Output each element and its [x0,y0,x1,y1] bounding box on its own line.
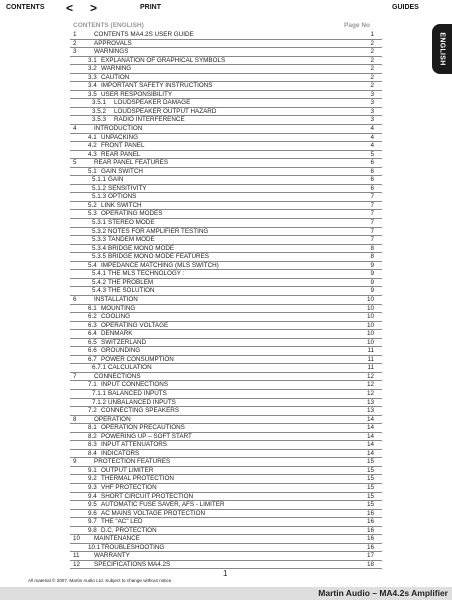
toc-entry[interactable] [70,518,382,527]
toc-entry[interactable] [70,253,382,262]
toc-entry-number: 11 [73,552,80,560]
toc-entry[interactable] [70,262,382,271]
toc-entry-page: 8 [370,244,374,252]
toc-entry-number: 5.4.2 [92,278,107,286]
toc-entry[interactable] [70,82,382,91]
toc-entry-title: RADIO INTERFERENCE [114,116,185,124]
toc-entry-number: 7.1 [88,381,97,389]
toc-entry-page: 11 [367,364,374,372]
toc-entry[interactable] [70,424,382,433]
toc-entry-number: 7.1.1 [92,389,107,397]
toc-entry[interactable] [70,552,382,561]
contents-link[interactable]: CONTENTS [6,4,45,11]
toc-entry-title: IMPORTANT SAFETY INSTRUCTIONS [101,82,213,90]
toc-entry-page: 15 [366,475,374,483]
toc-entry-page: 2 [370,48,374,56]
toc-entry[interactable] [70,305,382,314]
toc-entry-title: UNBALANCED INPUTS [108,398,176,406]
toc-entry[interactable] [70,441,382,450]
toc-entry-page: 10 [366,338,374,346]
toc-entry-title: AUTOMATIC FUSE SAVER, AFS - LIMITER [101,501,225,509]
toc-entry[interactable] [70,151,382,160]
toc-header-title: CONTENTS (ENGLISH) [73,22,144,29]
toc-entry-page: 4 [370,125,374,133]
toc-entry-page: 16 [366,526,374,534]
toc-entry-number: 9.3 [88,483,97,491]
toc-entry-title: PROTECTION FEATURES [94,458,171,466]
toc-entry-title: UNPACKING [101,133,138,141]
guides-link[interactable]: GUIDES [392,4,419,11]
toc-entry[interactable] [70,296,382,305]
toc-entry-page: 3 [370,99,374,107]
toc-entry-page: 15 [366,501,374,509]
toc-entry-page: 10 [366,304,374,312]
toc-entry-number: 9.6 [88,509,97,517]
page-footer [0,569,452,600]
toc-entry-title: USER RESPONSIBILITY [101,90,173,98]
toc-entry-title: INPUT CONNECTIONS [101,381,169,389]
toc-entry-page: 3 [370,90,374,98]
toc-entry[interactable] [70,544,382,553]
toc-entry-number: 5.3.2 [92,227,107,235]
toc-entry-title: GAIN SWITCH [101,167,143,175]
toc-entry-page: 8 [370,253,374,261]
toc-entry-page: 10 [366,313,374,321]
toc-entry-page: 11 [367,355,374,363]
toc-entry-title: TANDEM MODE [108,236,155,244]
previous-page-icon[interactable]: < [66,1,74,15]
toc-entry-page: 12 [366,372,374,380]
toc-entry-number: 8.2 [88,432,97,440]
toc-entry-number: 5.3.3 [92,236,107,244]
toc-entry-title: BRIDGE MONO MODE FEATURES [108,253,209,261]
toc-entry-title: LOUDSPEAKER DAMAGE [114,99,191,107]
toc-entry[interactable] [70,493,382,502]
toc-entry-number: 5.3.5 [92,253,107,261]
toc-header-page-label: Page No [344,22,371,29]
toc-entry-number: 5.3.1 [92,219,107,227]
toc-entry-page: 9 [370,278,374,286]
toc-entry-number: 6.7 [88,355,97,363]
toc-entry[interactable] [70,40,382,49]
toc-entry-title: EXPLANATION OF GRAPHICAL SYMBOLS [101,56,226,64]
toc-entry-title: OPERATION [94,415,131,423]
toc-entry[interactable] [70,159,382,168]
toc-entry[interactable] [70,381,382,390]
toc-entry-page: 12 [366,381,374,389]
toc-entry-page: 4 [370,133,374,141]
toc-entry[interactable] [70,142,382,151]
toc-entry-page: 7 [370,219,374,227]
toc-entry[interactable] [70,390,382,399]
toc-entry-page: 16 [366,535,374,543]
toc-entry-number: 5.1.1 [92,176,107,184]
toc-entry-number: 3.5.3 [92,116,107,124]
toc-entry[interactable] [70,48,382,57]
toc-entry-title: REAR PANEL [101,150,141,158]
language-tab-label: ENGLISH [438,32,446,66]
toc-entry-number: 6 [73,295,77,303]
toc-entry-number: 2 [73,39,77,47]
toc-entry-page: 5 [370,150,374,158]
toc-entry-title: GROUNDING [101,347,141,355]
toc-entry[interactable] [70,527,382,536]
toc-entry-number: 5.1 [88,167,97,175]
toc-entry[interactable] [70,510,382,519]
toc-entry[interactable] [70,484,382,493]
toc-entry-number: 6.1 [88,304,97,312]
toc-entry[interactable] [70,236,382,245]
language-tab[interactable] [432,24,452,74]
toc-entry-title: WARRANTY [94,552,130,560]
toc-entry-page: 10 [366,330,374,338]
toc-entry-page: 6 [370,176,374,184]
toc-entry-title: OPERATING VOLTAGE [101,321,169,329]
footer-title: Martin Audio – MA4.2s Amplifier [318,588,448,598]
toc-entry-number: 5.3 [88,210,97,218]
toc-entry[interactable] [70,313,382,322]
toc-entry[interactable] [70,270,382,279]
toc-entry-number: 9.4 [88,492,97,500]
toc-entry-number: 3.4 [88,82,97,90]
toc-entry-page: 2 [370,73,374,81]
top-navigation-bar [0,0,452,22]
toc-entry-number: 9.2 [88,475,97,483]
toc-entry-number: 5.3.4 [92,244,107,252]
toc-entry[interactable] [70,475,382,484]
toc-entry-page: 9 [370,287,374,295]
toc-entry-title: THE MLS TECHNOLOGY : [108,270,185,278]
toc-entry-page: 9 [370,261,374,269]
toc-entry-number: 8.3 [88,441,97,449]
toc-entry[interactable] [70,57,382,66]
toc-entry-page: 7 [370,236,374,244]
toc-entry[interactable] [70,416,382,425]
toc-entry-page: 6 [370,184,374,192]
toc-entry-title: INSTALLATION [94,295,138,303]
toc-entry-page: 15 [366,492,374,500]
print-link[interactable]: PRINT [140,4,161,11]
toc-entry-number: 4 [73,125,77,133]
toc-entry-title: INDICATORS [101,449,140,457]
toc-entry-number: 8.1 [88,424,97,432]
toc-entry-title: SHORT CIRCUIT PROTECTION [101,492,194,500]
toc-entry-title: BRIDGE MONO MODE [108,244,175,252]
toc-entry-title: APPROVALS [94,39,132,47]
toc-entry[interactable] [70,373,382,382]
toc-entry-number: 3.5.2 [92,107,107,115]
toc-entry-number: 7.2 [88,407,97,415]
toc-entry-page: 14 [366,415,374,423]
toc-entry[interactable] [70,407,382,416]
toc-entry-number: 10 [73,535,81,543]
toc-entry[interactable] [70,501,382,510]
toc-entry-title: IMPEDANCE MATCHING (MLS SWITCH) [101,261,219,269]
toc-entry-number: 6.3 [88,321,97,329]
toc-entry[interactable] [70,210,382,219]
toc-entry-page: 7 [370,193,374,201]
toc-entry-number: 1 [73,31,77,38]
toc-entry-title: THE PROBLEM [108,278,154,286]
toc-entry-title: LOUDSPEAKER OUTPUT HAZARD [114,107,217,115]
toc-entry[interactable] [70,74,382,83]
toc-entry-number: 8 [73,415,77,423]
toc-entry-page: 10 [366,295,374,303]
toc-entry-number: 7 [73,372,77,380]
toc-entry-number: 9 [73,458,77,466]
toc-entry-number: 10.1 [88,543,101,551]
toc-entry-title: MAINTENANCE [94,535,140,543]
toc-entry-number: 6.6 [88,347,97,355]
toc-entry[interactable] [70,185,382,194]
toc-entry[interactable] [70,535,382,544]
toc-entry-number: 6.2 [88,313,97,321]
toc-entry[interactable] [70,433,382,442]
toc-entry-page: 13 [366,407,374,415]
toc-entry[interactable] [70,116,382,125]
copyright-note: All material © 2007. Martin Audio Ltd. Subject to change without notice. [28,578,173,583]
toc-entry-title: WARNING [101,65,132,73]
toc-entry-page: 14 [366,441,374,449]
table-of-contents [70,31,382,569]
toc-entry-title: AC MAINS VOLTAGE PROTECTION [101,509,206,517]
toc-entry-page: 15 [366,466,374,474]
toc-entry-title: DENMARK [101,330,133,338]
toc-entry-title: REAR PANEL FEATURES [94,159,169,167]
toc-entry[interactable] [70,330,382,339]
toc-entry-number: 3.5 [88,90,97,98]
toc-entry-title: BALANCED INPUTS [108,389,167,397]
toc-entry[interactable] [70,245,382,254]
toc-entry-title: FRONT PANEL [101,142,145,150]
toc-entry-page: 2 [370,56,374,64]
toc-entry[interactable] [70,108,382,117]
toc-entry[interactable] [70,356,382,365]
toc-entry-number: 5.1.2 [92,184,107,192]
toc-entry-page: 4 [370,142,374,150]
toc-entry-title: STEREO MODE [108,219,155,227]
toc-entry-page: 14 [366,432,374,440]
toc-entry[interactable] [70,193,382,202]
toc-entry-page: 3 [370,116,374,124]
toc-entry[interactable] [70,450,382,459]
toc-entry[interactable] [70,99,382,108]
toc-entry-title: GAIN [108,176,124,184]
toc-entry-page: 15 [366,483,374,491]
toc-entry-number: 3 [73,48,77,56]
toc-entry-number: 4.2 [88,142,97,150]
toc-entry-page: 6 [370,159,374,167]
toc-entry-title: LINK SWITCH [101,201,142,209]
toc-entry-page: 17 [366,552,374,560]
toc-entry-title: POWERING UP – SOFT START [101,432,192,440]
toc-entry[interactable] [70,458,382,467]
next-page-icon[interactable]: > [90,1,98,15]
toc-entry-number: 3.1 [88,56,97,64]
toc-entry-title: THERMAL PROTECTION [101,475,174,483]
toc-entry-number: 6.4 [88,330,97,338]
toc-entry-page: 2 [370,39,374,47]
toc-entry-title: CAUTION [101,73,130,81]
toc-entry-page: 2 [370,82,374,90]
toc-entry-title: CONNECTIONS [94,372,141,380]
toc-entry-title: THE SOLUTION [108,287,155,295]
toc-entry[interactable] [70,219,382,228]
toc-entry[interactable] [70,65,382,74]
toc-entry-title: TROUBLESHOOTING [101,543,165,551]
toc-entry-title: POWER CONSUMPTION [101,355,174,363]
toc-entry-title: SWITZERLAND [101,338,147,346]
footer-bar [0,587,452,600]
toc-entry[interactable] [70,364,382,373]
toc-entry-page: 7 [370,210,374,218]
toc-entry-title: MOUNTING [101,304,136,312]
toc-entry-title: INPUT ATTENUATORS [101,441,168,449]
toc-entry-title: CONTENTS MA4.2S USER GUIDE [94,31,194,38]
toc-entry-page: 16 [366,509,374,517]
toc-entry[interactable] [70,31,382,40]
toc-entry[interactable] [70,279,382,288]
toc-entry-number: 9.5 [88,501,97,509]
toc-entry[interactable] [70,339,382,348]
toc-entry-title: OPERATION PRECAUTIONS [101,424,185,432]
toc-entry-number: 8.4 [88,449,97,457]
toc-entry-page: 14 [366,424,374,432]
toc-entry-page: 3 [370,107,374,115]
toc-entry-number: 9.7 [88,518,97,526]
toc-entry-number: 5 [73,159,77,167]
toc-entry-page: 2 [370,65,374,73]
toc-entry-page: 13 [366,398,374,406]
toc-entry[interactable] [70,287,382,296]
toc-entry-number: 5.4.1 [92,270,107,278]
toc-entry-number: 5.4 [88,261,97,269]
toc-entry-title: COOLING [101,313,131,321]
toc-entry[interactable] [70,399,382,408]
toc-entry[interactable] [70,322,382,331]
toc-entry-number: 12 [73,560,81,568]
toc-entry-page: 16 [366,518,374,526]
toc-entry-title: VHF PROTECTION [101,483,157,491]
toc-entry-page: 7 [370,227,374,235]
toc-entry[interactable] [70,168,382,177]
toc-entry-number: 3.5.1 [92,99,107,107]
toc-entry[interactable] [70,228,382,237]
page-number: 1 [223,569,228,578]
toc-entry-page: 14 [366,449,374,457]
toc-entry-page: 11 [367,347,374,355]
toc-entry-title: SPECIFICATIONS MA4.2S [94,560,171,568]
toc-entry-number: 9.8 [88,526,97,534]
toc-entry-number: 3.2 [88,65,97,73]
toc-entry-number: 5.4.3 [92,287,107,295]
toc-entry-page: 10 [366,321,374,329]
toc-entry-number: 5.1.3 [92,193,107,201]
toc-entry[interactable] [70,91,382,100]
toc-entry-number: 4.3 [88,150,97,158]
toc-entry-title: D.C. PROTECTION [101,526,157,534]
toc-entry-page: 7 [370,201,374,209]
toc-entry[interactable] [70,202,382,211]
toc-entry-title: CALCULATION [108,364,152,372]
toc-entry-title: OPTIONS [108,193,137,201]
toc-entry-title: SENSITIVITY [108,184,147,192]
toc-entry[interactable] [70,125,382,134]
toc-entry-title: OPERATING MODES [101,210,163,218]
toc-entry[interactable] [70,176,382,185]
toc-entry-title: WARNINGS [94,48,129,56]
toc-entry-number: 9.1 [88,466,97,474]
toc-entry-page: 12 [366,389,374,397]
toc-entry-title: THE "AC" LED [101,518,143,526]
toc-entry-page: 15 [366,458,374,466]
toc-entry-page: 1 [370,31,374,38]
toc-entry-number: 4.1 [88,133,97,141]
toc-entry-page: 16 [366,543,374,551]
toc-entry-title: CONNECTING SPEAKERS [101,407,180,415]
toc-entry-title: INTRODUCTION [94,125,143,133]
toc-entry-title: OUTPUT LIMITER [101,466,154,474]
toc-entry-title: NOTES FOR AMPLIFIER TESTING [108,227,209,235]
toc-entry-page: 18 [366,560,374,568]
toc-entry-number: 5.2 [88,201,97,209]
toc-entry-page: 9 [370,270,374,278]
toc-entry[interactable] [70,347,382,356]
toc-entry-number: 7.1.2 [92,398,107,406]
toc-entry-number: 6.7.1 [92,364,107,372]
toc-entry[interactable] [70,134,382,143]
toc-entry-page: 6 [370,167,374,175]
toc-entry[interactable] [70,467,382,476]
toc-entry-number: 3.3 [88,73,97,81]
toc-entry-number: 6.5 [88,338,97,346]
